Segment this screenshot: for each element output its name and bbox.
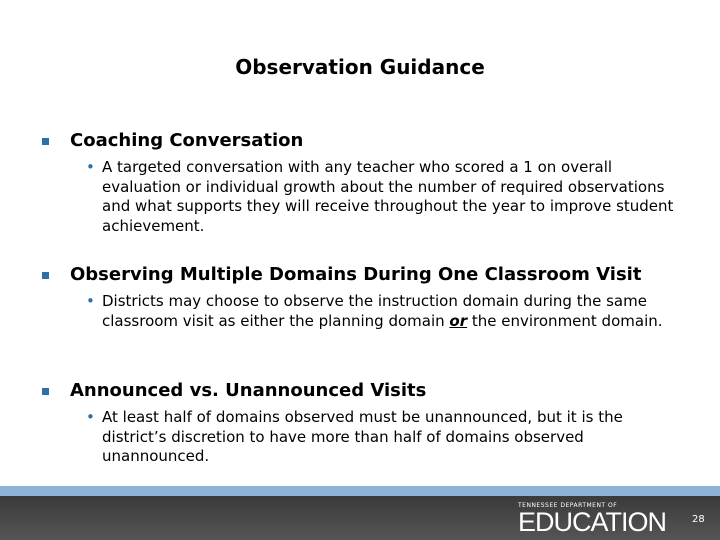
dot-bullet-icon: •: [86, 158, 95, 176]
dot-bullet-icon: •: [86, 408, 95, 426]
bullet-text: At least half of domains observed must be unannounced, but it is the district’s discretion to have more than half of domains observed unannounced.: [102, 408, 623, 465]
dot-bullet-icon: •: [86, 292, 95, 310]
footer: [0, 496, 720, 540]
bullet-text: A targeted conversation with any teacher who scored a 1 on overall evaluation or individual growth about the number of required observations and what supports they will receive throughout the year to improve student achievement.: [102, 158, 674, 235]
footer-band: [0, 486, 720, 496]
emphasis-or: or: [449, 311, 468, 330]
square-bullet-icon: [42, 138, 49, 145]
education-logo: [518, 502, 666, 535]
section-heading: Observing Multiple Domains During One Classroom Visit: [70, 264, 642, 285]
section-announced-visits: [42, 380, 692, 467]
logo-small-text: TENNESSEE DEPARTMENT OF: [518, 502, 618, 509]
logo-big-text: EDUCATION: [518, 507, 667, 537]
page-number: 28: [692, 514, 705, 525]
bullet-text: [102, 292, 663, 330]
square-bullet-icon: [42, 388, 49, 395]
bullet-text-part: Districts may choose to observe the instruction domain during the same classroom visit as either the planning domain: [102, 292, 647, 330]
section-heading: Announced vs. Unannounced Visits: [70, 380, 427, 401]
section-coaching-conversation: [42, 130, 692, 236]
section-heading: Coaching Conversation: [70, 130, 304, 151]
section-multiple-domains: [42, 264, 692, 331]
square-bullet-icon: [42, 272, 49, 279]
slide-title: Observation Guidance: [235, 55, 485, 79]
bullet-text-part: the environment domain.: [467, 311, 663, 330]
